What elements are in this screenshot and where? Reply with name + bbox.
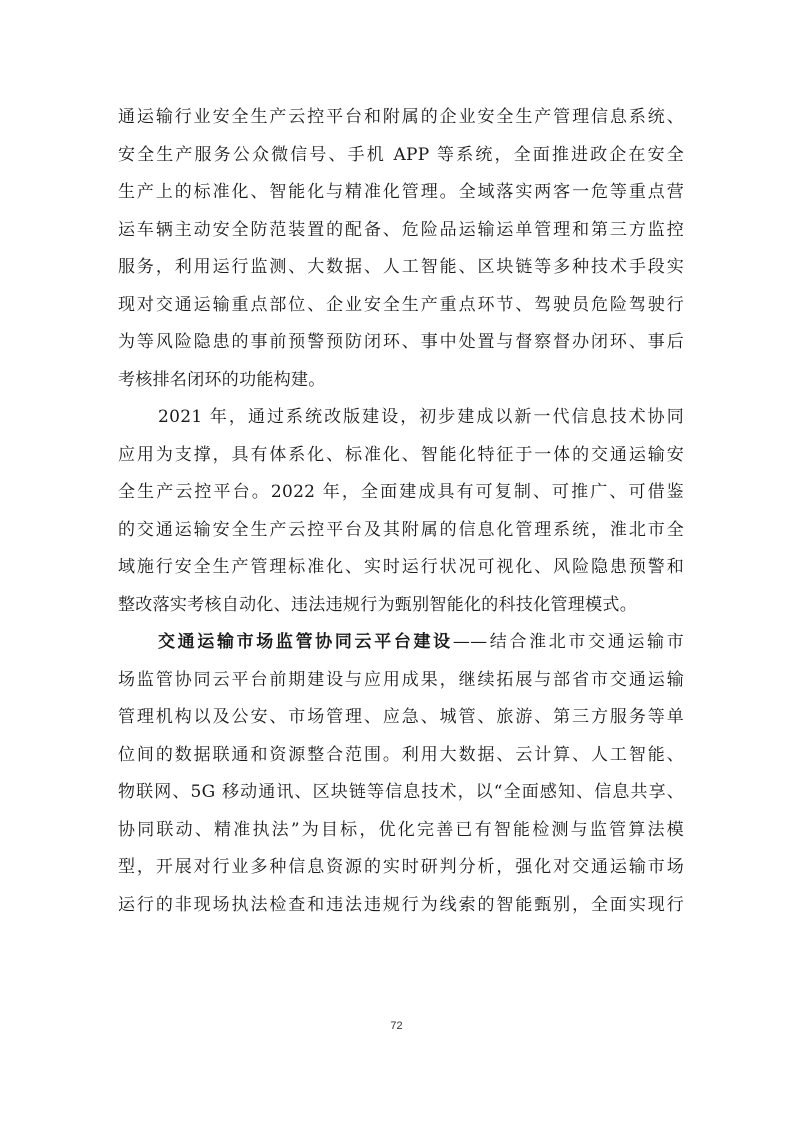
text-line: 考核排名闭环的功能构建。: [118, 369, 326, 390]
text-line: [118, 624, 684, 662]
text-line: 协同联动、精准执法”为目标，优化完善已有智能检测与监管算法模: [118, 819, 684, 840]
text-line: 通运输行业安全生产云控平台和附属的企业安全生产管理信息系统、: [118, 107, 684, 127]
heading-line-rest: ——结合淮北市交通运输市: [452, 632, 684, 652]
text-line: 为等风险隐患的事前预警预防闭环、事中处置与督察督办闭环、事后: [118, 332, 684, 352]
section-heading: 交通运输市场监管协同云平台建设: [158, 632, 453, 652]
text-line: 整改落实考核自动化、违法违规行为甄别智能化的科技化管理模式。: [118, 594, 637, 615]
text-line: 型，开展对行业多种信息资源的实时研判分析，强化对交通运输市场: [118, 857, 684, 877]
text-line: 域施行安全生产管理标准化、实时运行状况可视化、风险隐患预警和: [118, 557, 684, 577]
text-line: 位间的数据联通和资源整合范围。利用大数据、云计算、人工智能、: [118, 744, 684, 765]
text-line: 2021 年，通过系统改版建设，初步建成以新一代信息技术协同: [158, 407, 684, 427]
text-line: 运行的非现场执法检查和违法违规行为线索的智能甄别，全面实现行: [118, 894, 684, 915]
text-line: 安全生产服务公众微信号、手机 APP 等系统，全面推进政企在安全: [118, 144, 684, 165]
text-line: 管理机构以及公安、市场管理、应急、城管、旅游、第三方服务等单: [118, 707, 684, 727]
text-line: 的交通运输安全生产云控平台及其附属的信息化管理系统，淮北市全: [118, 519, 684, 540]
text-line: 运车辆主动安全防范装置的配备、危险品运输运单管理和第三方监控: [118, 219, 684, 240]
paragraph-3: [118, 624, 684, 924]
body-text: [118, 99, 684, 924]
text-line: 服务，利用运行监测、大数据、人工智能、区块链等多种技术手段实: [118, 257, 684, 277]
text-line: 现对交通运输重点部位、企业安全生产重点环节、驾驶员危险驾驶行: [118, 294, 684, 315]
paragraph-1: [118, 99, 684, 399]
text-line: 生产上的标准化、智能化与精准化管理。全域落实两客一危等重点营: [118, 182, 684, 202]
text-line: 全生产云控平台。2022 年，全面建成具有可复制、可推广、可借鉴: [118, 482, 684, 502]
text-line: 场监管协同云平台前期建设与应用成果，继续拓展与部省市交通运输: [118, 669, 684, 690]
text-line: 物联网、5G 移动通讯、区块链等信息技术，以“全面感知、信息共享、: [118, 782, 684, 802]
paragraph-2: [118, 399, 684, 624]
text-line: 应用为支撑，具有体系化、标准化、智能化特征于一体的交通运输安: [118, 444, 684, 465]
page-number: 72: [390, 1020, 403, 1032]
